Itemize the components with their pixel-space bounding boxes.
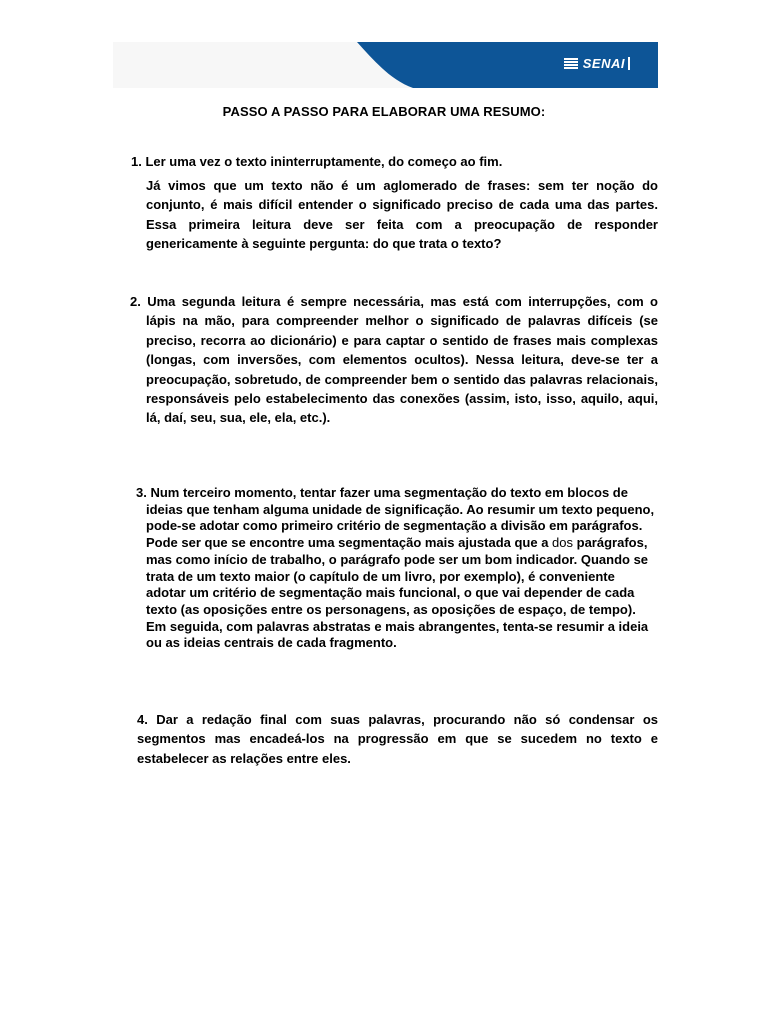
step-1-body: Já vimos que um texto não é um aglomerado de frases: sem ter noção do conjunto, é mais difícil entender o significado preciso de cada uma das partes. Essa primeira leitura deve ser feita com a preocupação de responder genericamente à seguinte pergunta: do que trata o texto? xyxy=(146,178,658,252)
senai-logo xyxy=(564,57,630,70)
document-title: PASSO A PASSO PARA ELABORAR UMA RESUMO: xyxy=(222,104,546,119)
step-3-text-part-3: parágrafos, mas como início de trabalho, o parágrafo pode ser um bom indicador. Quando se trata de um texto maior (o capítulo de um livro, por exemplo), é conveniente adotar um critério de segmentação mais funcional, o que vai depender de cada texto (as oposições entre os personagens, as oposições de espaço, de tempo). Em seguida, com palavras abstratas e mais abrangentes, tenta-se resumir a ideia ou as ideias centrais de cada fragmento. xyxy=(146,535,649,651)
step-1-heading: 1. Ler uma vez o texto ininterruptamente, do começo ao fim. xyxy=(131,154,503,169)
logo-text: SENAI xyxy=(583,57,630,70)
senai-header-banner xyxy=(113,42,658,88)
senai-logo-icon xyxy=(564,58,578,70)
step-4-body: 4. Dar a redação final com suas palavras, procurando não só condensar os segmentos mas encadeá-los na progressão em que se sucedem no texto e estabelecer as relações entre eles. xyxy=(137,712,658,766)
step-2-body: 2. Uma segunda leitura é sempre necessária, mas está com interrupções, com o lápis na mão, para compreender melhor o significado de palavras difíceis (se preciso, recorra ao dicionário) e para captar o sentido de frases mais complexas (longas, com inversões, com elementos ocultos). Nessa leitura, deve-se ter a preocupação, sobretudo, de compreender bem o sentido das palavras relacionais, responsáveis pelo estabelecimento das conexões (assim, isto, isso, aquilo, aqui, lá, daí, seu, sua, ele, ela, etc.). xyxy=(130,294,658,426)
step-3-text-part-1: 3. Num terceiro momento, tentar fazer uma segmentação do texto em blocos de ideias que tenham alguma unidade de significação. Ao resumir um texto pequeno, pode-se adotar como primeiro critério de segmentação a divisão em parágrafos. Pode ser que se encontre uma segmentação mais ajustada que a xyxy=(136,485,655,551)
step-3-body xyxy=(136,485,656,652)
step-3-text-part-2: dos xyxy=(548,535,577,551)
